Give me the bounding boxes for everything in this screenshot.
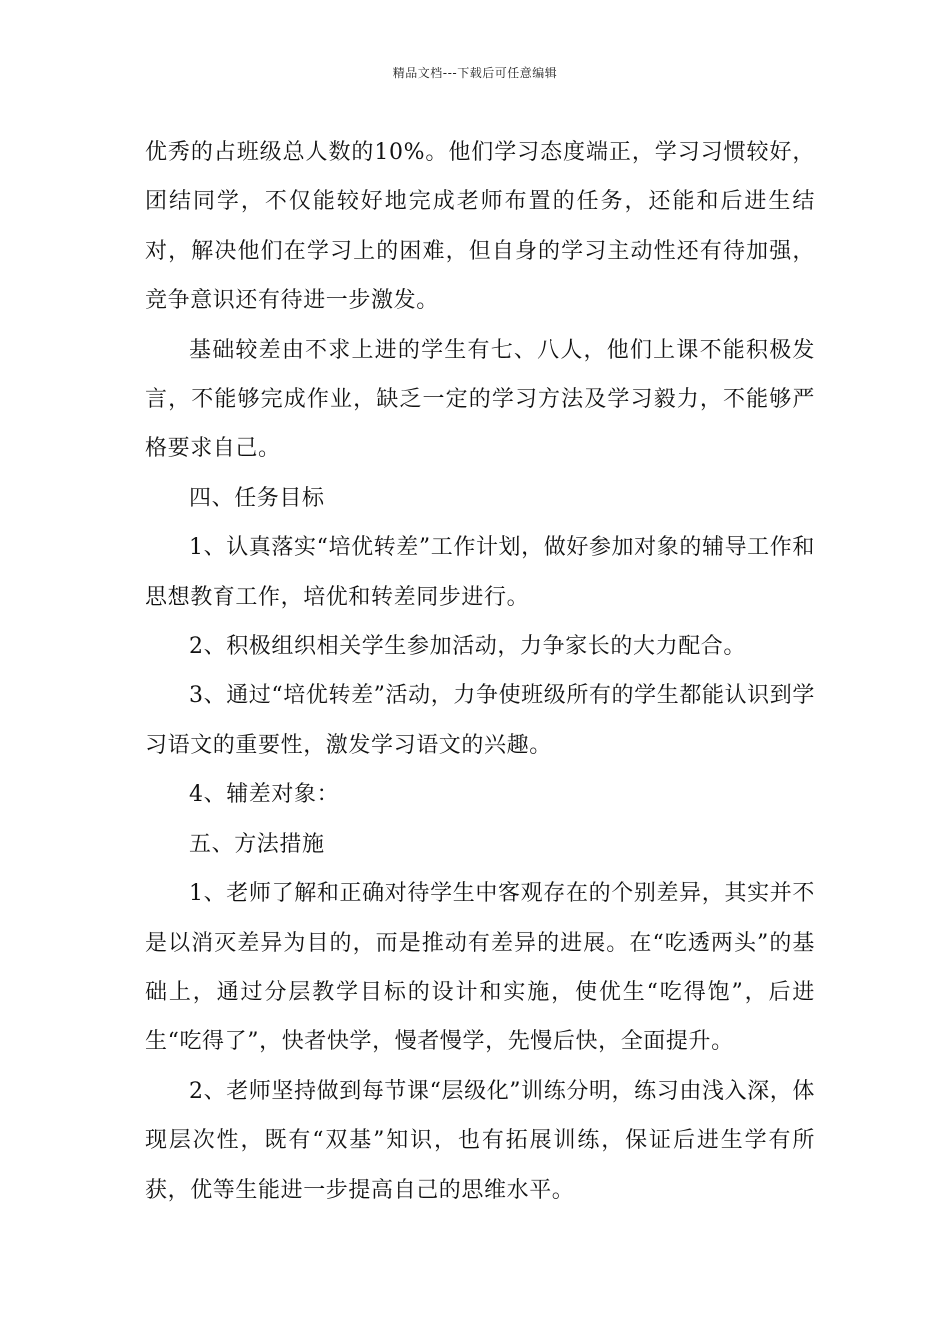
section-heading: 五、方法措施 <box>189 831 325 857</box>
paragraph: 2、积极组织相关学生参加活动，力争家长的大力配合。 <box>189 634 746 660</box>
section-heading: 四、任务目标 <box>189 485 325 511</box>
paragraph: 4、辅差对象： <box>189 782 340 808</box>
page-header: 精品文档---下载后可任意编辑 <box>392 66 558 80</box>
paragraph: 3、通过“培优转差”活动，力争使班级所有的学生都能认识到学习语文的重要性，激发学习语文的兴趣。 <box>145 683 815 758</box>
paragraph: 2、老师坚持做到每节课“层级化”训练分明，练习由浅入深，体现层次性，既有“双基”知识，也有拓展训练，保证后进生学有所获，优等生能进一步提高自己的思维水平。 <box>145 1078 815 1203</box>
paragraph: 1、认真落实“培优转差”工作计划，做好参加对象的辅导工作和思想教育工作，培优和转差同步进行。 <box>145 535 815 610</box>
document-body <box>145 128 815 1215</box>
paragraph: 优秀的占班级总人数的10%。他们学习态度端正，学习习惯较好，团结同学，不仅能较好地完成老师布置的任务，还能和后进生结对，解决他们在学习上的困难，但自身的学习主动性还有待加强，竞争意识还有待进一步激发。 <box>145 140 815 314</box>
paragraph: 1、老师了解和正确对待学生中客观存在的个别差异，其实并不是以消灭差异为目的，而是推动有差异的进展。在“吃透两头”的基础上，通过分层教学目标的设计和实施，使优生“吃得饱”，后进生“吃得了”，快者快学，慢者慢学，先慢后快，全面提升。 <box>145 881 815 1055</box>
paragraph: 基础较差由不求上进的学生有七、八人，他们上课不能积极发言，不能够完成作业，缺乏一定的学习方法及学习毅力，不能够严格要求自己。 <box>145 337 815 462</box>
